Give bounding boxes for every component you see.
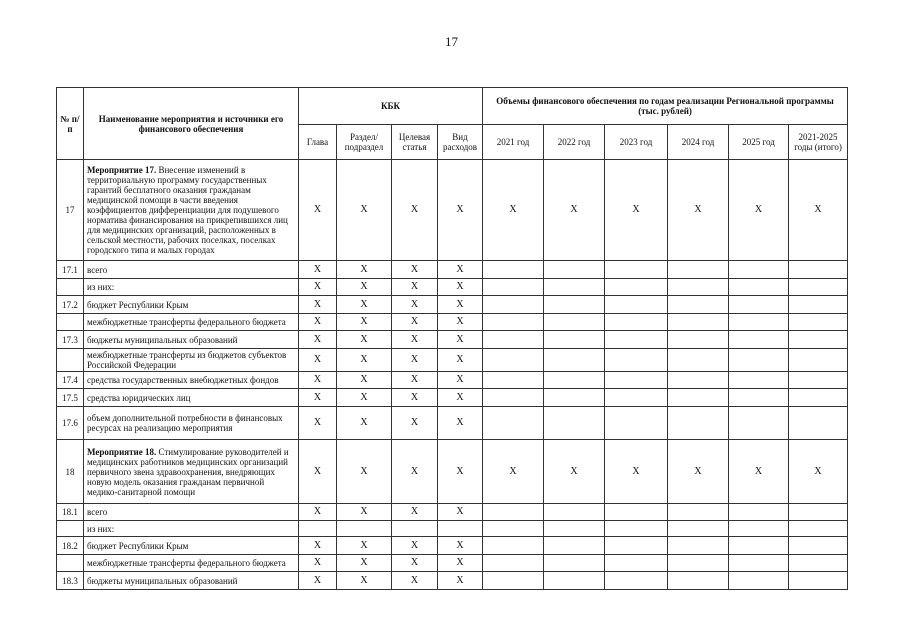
kbk-cell: X bbox=[392, 504, 438, 521]
header-kbk-col: Вид расходов bbox=[438, 125, 483, 160]
year-cell bbox=[544, 389, 605, 407]
year-cell bbox=[605, 555, 668, 572]
row-name bbox=[84, 261, 299, 279]
year-cell bbox=[544, 279, 605, 296]
year-cell bbox=[789, 331, 848, 349]
row-number: 17.4 bbox=[57, 372, 84, 389]
kbk-cell: X bbox=[392, 537, 438, 555]
kbk-cell: X bbox=[392, 349, 438, 372]
year-cell: X bbox=[729, 160, 789, 261]
row-name bbox=[84, 279, 299, 296]
year-cell bbox=[544, 537, 605, 555]
kbk-cell: X bbox=[337, 504, 392, 521]
year-cell bbox=[483, 555, 544, 572]
kbk-cell: X bbox=[337, 372, 392, 389]
year-cell bbox=[544, 261, 605, 279]
table-row bbox=[57, 314, 848, 331]
year-cell bbox=[605, 504, 668, 521]
kbk-cell: X bbox=[337, 440, 392, 504]
table-row bbox=[57, 537, 848, 555]
row-name-text: из них: bbox=[87, 523, 115, 534]
row-name-text: бюджет Республики Крым bbox=[87, 299, 189, 310]
header-kbk-col: Раздел/ подраздел bbox=[337, 125, 392, 160]
table-row bbox=[57, 521, 848, 537]
row-number bbox=[57, 555, 84, 572]
kbk-cell: X bbox=[299, 537, 337, 555]
kbk-cell: X bbox=[299, 572, 337, 590]
year-cell bbox=[605, 389, 668, 407]
row-name bbox=[84, 572, 299, 590]
header-year-col: 2022 год bbox=[544, 125, 605, 160]
row-name-text: объем дополнительной потребности в финансовых ресурсах на реализацию мероприятия bbox=[87, 413, 283, 433]
header-year-col: 2023 год bbox=[605, 125, 668, 160]
kbk-cell: X bbox=[299, 314, 337, 331]
year-cell bbox=[544, 407, 605, 440]
row-name-text: бюджеты муниципальных образований bbox=[87, 575, 238, 586]
row-name-text: межбюджетные трансферты федерального бюджета bbox=[87, 317, 286, 327]
kbk-cell: X bbox=[337, 279, 392, 296]
table-row bbox=[57, 279, 848, 296]
year-cell bbox=[605, 407, 668, 440]
row-name bbox=[84, 349, 299, 372]
year-cell bbox=[729, 279, 789, 296]
header-row-1 bbox=[57, 88, 848, 125]
kbk-cell: X bbox=[438, 314, 483, 331]
table-body bbox=[57, 160, 848, 590]
header-kbk-col: Глава bbox=[299, 125, 337, 160]
kbk-cell: X bbox=[392, 314, 438, 331]
kbk-cell: X bbox=[438, 279, 483, 296]
table-row bbox=[57, 349, 848, 372]
kbk-cell: X bbox=[299, 349, 337, 372]
header-kbk: КБК bbox=[299, 88, 483, 125]
row-name-text: Внесение изменений в территориальную программу государственных гарантий бесплатного оказания гражданам медицинской помощи в части введения коэффициентов дифференциации для подушевого норматива финансирования на прикрепившихся лиц для медицинских организаций, расположенных в сельской местности, рабочих поселках, поселках городского типа и малых городах bbox=[87, 165, 288, 255]
year-cell bbox=[483, 279, 544, 296]
year-cell bbox=[544, 331, 605, 349]
year-cell bbox=[605, 537, 668, 555]
year-cell bbox=[668, 537, 729, 555]
kbk-cell: X bbox=[438, 389, 483, 407]
kbk-cell: X bbox=[299, 407, 337, 440]
year-cell bbox=[729, 349, 789, 372]
kbk-cell: X bbox=[299, 504, 337, 521]
year-cell bbox=[668, 372, 729, 389]
kbk-cell: X bbox=[438, 407, 483, 440]
table-row bbox=[57, 160, 848, 261]
row-number: 18.1 bbox=[57, 504, 84, 521]
row-name-text: межбюджетные трансферты из бюджетов субъектов Российской Федерации bbox=[87, 350, 287, 370]
kbk-cell: X bbox=[337, 261, 392, 279]
year-cell bbox=[789, 572, 848, 590]
year-cell bbox=[544, 504, 605, 521]
kbk-cell: X bbox=[392, 296, 438, 314]
kbk-cell: X bbox=[438, 160, 483, 261]
year-cell bbox=[668, 331, 729, 349]
year-cell bbox=[789, 555, 848, 572]
year-cell bbox=[668, 555, 729, 572]
row-name bbox=[84, 521, 299, 537]
kbk-cell: X bbox=[438, 372, 483, 389]
kbk-cell: X bbox=[299, 279, 337, 296]
row-number bbox=[57, 279, 84, 296]
year-cell bbox=[483, 521, 544, 537]
year-cell bbox=[483, 537, 544, 555]
header-num: № п/п bbox=[57, 88, 84, 160]
row-number: 18.3 bbox=[57, 572, 84, 590]
measure-title: Мероприятие 18. bbox=[87, 446, 157, 457]
kbk-cell: X bbox=[392, 389, 438, 407]
header-year-col: 2025 год bbox=[729, 125, 789, 160]
row-number: 17.5 bbox=[57, 389, 84, 407]
kbk-cell: X bbox=[438, 555, 483, 572]
table-row bbox=[57, 261, 848, 279]
row-number bbox=[57, 521, 84, 537]
year-cell: X bbox=[483, 160, 544, 261]
year-cell bbox=[789, 261, 848, 279]
kbk-cell: X bbox=[392, 555, 438, 572]
year-cell bbox=[729, 521, 789, 537]
year-cell bbox=[605, 314, 668, 331]
row-name bbox=[84, 160, 299, 261]
row-number: 17.2 bbox=[57, 296, 84, 314]
row-name bbox=[84, 372, 299, 389]
kbk-cell: X bbox=[392, 372, 438, 389]
kbk-cell: X bbox=[438, 537, 483, 555]
kbk-cell: X bbox=[392, 407, 438, 440]
measure-title: Мероприятие 17. bbox=[87, 165, 157, 175]
kbk-cell: X bbox=[392, 331, 438, 349]
row-number: 18.2 bbox=[57, 537, 84, 555]
table-row bbox=[57, 372, 848, 389]
row-name bbox=[84, 389, 299, 407]
row-name-text: из них: bbox=[87, 282, 115, 292]
year-cell bbox=[605, 372, 668, 389]
table-row bbox=[57, 504, 848, 521]
year-cell bbox=[483, 331, 544, 349]
year-cell bbox=[668, 296, 729, 314]
kbk-cell: X bbox=[299, 160, 337, 261]
year-cell: X bbox=[668, 440, 729, 504]
row-name bbox=[84, 440, 299, 504]
year-cell bbox=[544, 296, 605, 314]
kbk-cell: X bbox=[299, 372, 337, 389]
year-cell bbox=[668, 349, 729, 372]
year-cell bbox=[789, 537, 848, 555]
year-cell bbox=[544, 349, 605, 372]
year-cell bbox=[483, 407, 544, 440]
kbk-cell: X bbox=[299, 296, 337, 314]
header-kbk-col: Целевая статья bbox=[392, 125, 438, 160]
year-cell bbox=[789, 372, 848, 389]
kbk-cell: X bbox=[337, 314, 392, 331]
row-name bbox=[84, 537, 299, 555]
year-cell bbox=[729, 372, 789, 389]
year-cell bbox=[789, 349, 848, 372]
kbk-cell: X bbox=[337, 331, 392, 349]
kbk-cell: X bbox=[337, 160, 392, 261]
table-row bbox=[57, 440, 848, 504]
year-cell bbox=[729, 555, 789, 572]
year-cell bbox=[789, 296, 848, 314]
year-cell bbox=[789, 279, 848, 296]
row-number: 18 bbox=[57, 440, 84, 504]
year-cell bbox=[605, 572, 668, 590]
year-cell bbox=[668, 572, 729, 590]
row-number bbox=[57, 349, 84, 372]
kbk-cell: X bbox=[438, 349, 483, 372]
row-name-text: бюджеты муниципальных образований bbox=[87, 334, 238, 345]
kbk-cell: X bbox=[392, 160, 438, 261]
year-cell bbox=[789, 504, 848, 521]
year-cell bbox=[605, 349, 668, 372]
kbk-cell: X bbox=[392, 261, 438, 279]
kbk-cell: X bbox=[299, 555, 337, 572]
header-year-col: 2021-2025 годы (итого) bbox=[789, 125, 848, 160]
row-number: 17 bbox=[57, 160, 84, 261]
year-cell: X bbox=[668, 160, 729, 261]
kbk-cell: X bbox=[337, 407, 392, 440]
kbk-cell: X bbox=[392, 572, 438, 590]
year-cell bbox=[483, 372, 544, 389]
header-funding: Объемы финансового обеспечения по годам реализации Региональной программы (тыс. рублей) bbox=[483, 88, 848, 125]
year-cell bbox=[605, 296, 668, 314]
year-cell bbox=[729, 572, 789, 590]
page-number: 17 bbox=[445, 34, 458, 49]
row-name bbox=[84, 314, 299, 331]
year-cell bbox=[483, 389, 544, 407]
year-cell bbox=[789, 389, 848, 407]
kbk-cell: X bbox=[299, 261, 337, 279]
kbk-cell bbox=[392, 521, 438, 537]
year-cell: X bbox=[729, 440, 789, 504]
year-cell bbox=[729, 261, 789, 279]
kbk-cell: X bbox=[337, 296, 392, 314]
table-row bbox=[57, 407, 848, 440]
kbk-cell: X bbox=[337, 555, 392, 572]
table-row bbox=[57, 389, 848, 407]
row-name-text: межбюджетные трансферты федерального бюджета bbox=[87, 558, 286, 568]
kbk-cell: X bbox=[337, 389, 392, 407]
kbk-cell bbox=[438, 521, 483, 537]
kbk-cell: X bbox=[438, 440, 483, 504]
header-year-col: 2021 год bbox=[483, 125, 544, 160]
year-cell bbox=[729, 407, 789, 440]
year-cell bbox=[668, 261, 729, 279]
year-cell bbox=[668, 314, 729, 331]
kbk-cell: X bbox=[438, 261, 483, 279]
kbk-cell: X bbox=[337, 572, 392, 590]
row-name bbox=[84, 407, 299, 440]
kbk-cell bbox=[299, 521, 337, 537]
year-cell bbox=[668, 279, 729, 296]
year-cell bbox=[668, 521, 729, 537]
year-cell bbox=[544, 521, 605, 537]
year-cell: X bbox=[544, 440, 605, 504]
year-cell bbox=[729, 296, 789, 314]
year-cell: X bbox=[605, 440, 668, 504]
kbk-cell: X bbox=[392, 440, 438, 504]
year-cell bbox=[605, 331, 668, 349]
row-name-text: средства юридических лиц bbox=[87, 392, 191, 403]
year-cell bbox=[483, 314, 544, 331]
kbk-cell: X bbox=[299, 389, 337, 407]
table-row bbox=[57, 555, 848, 572]
year-cell: X bbox=[789, 440, 848, 504]
year-cell: X bbox=[544, 160, 605, 261]
year-cell bbox=[605, 279, 668, 296]
year-cell bbox=[483, 504, 544, 521]
year-cell bbox=[544, 555, 605, 572]
year-cell bbox=[483, 349, 544, 372]
year-cell bbox=[729, 537, 789, 555]
year-cell bbox=[668, 504, 729, 521]
year-cell bbox=[789, 407, 848, 440]
row-name-text: бюджет Республики Крым bbox=[87, 540, 189, 551]
row-name bbox=[84, 555, 299, 572]
kbk-cell: X bbox=[392, 279, 438, 296]
table-row bbox=[57, 572, 848, 590]
year-cell bbox=[544, 314, 605, 331]
row-name bbox=[84, 504, 299, 521]
year-cell bbox=[729, 331, 789, 349]
row-number: 17.6 bbox=[57, 407, 84, 440]
row-number bbox=[57, 314, 84, 331]
year-cell bbox=[605, 521, 668, 537]
year-cell bbox=[483, 296, 544, 314]
row-name bbox=[84, 331, 299, 349]
year-cell bbox=[544, 572, 605, 590]
year-cell bbox=[668, 389, 729, 407]
kbk-cell: X bbox=[299, 331, 337, 349]
kbk-cell: X bbox=[438, 331, 483, 349]
row-name bbox=[84, 296, 299, 314]
kbk-cell: X bbox=[438, 572, 483, 590]
kbk-cell: X bbox=[299, 440, 337, 504]
year-cell bbox=[483, 261, 544, 279]
row-name-text: всего bbox=[87, 507, 108, 517]
table-row bbox=[57, 296, 848, 314]
row-name-text: всего bbox=[87, 264, 108, 275]
kbk-cell: X bbox=[438, 504, 483, 521]
year-cell bbox=[729, 389, 789, 407]
year-cell: X bbox=[789, 160, 848, 261]
year-cell bbox=[483, 572, 544, 590]
year-cell bbox=[605, 261, 668, 279]
year-cell bbox=[729, 504, 789, 521]
header-name: Наименование мероприятия и источники его финансового обеспечения bbox=[84, 88, 299, 160]
row-number: 17.3 bbox=[57, 331, 84, 349]
year-cell bbox=[729, 314, 789, 331]
row-name-text: средства государственных внебюджетных фондов bbox=[87, 375, 279, 385]
kbk-cell bbox=[337, 521, 392, 537]
row-name-text: Стимулирование руководителей и медицинских работников медицинских организаций первичного звена здравоохранения, внедряющих новую модель оказания гражданам первичной медико-санитарной помощи bbox=[87, 446, 289, 497]
year-cell: X bbox=[483, 440, 544, 504]
header-year-col: 2024 год bbox=[668, 125, 729, 160]
year-cell: X bbox=[605, 160, 668, 261]
year-cell bbox=[789, 521, 848, 537]
funding-table bbox=[56, 87, 848, 590]
table-row bbox=[57, 331, 848, 349]
year-cell bbox=[668, 407, 729, 440]
kbk-cell: X bbox=[337, 537, 392, 555]
year-cell bbox=[789, 314, 848, 331]
kbk-cell: X bbox=[337, 349, 392, 372]
kbk-cell: X bbox=[438, 296, 483, 314]
year-cell bbox=[544, 372, 605, 389]
row-number: 17.1 bbox=[57, 261, 84, 279]
